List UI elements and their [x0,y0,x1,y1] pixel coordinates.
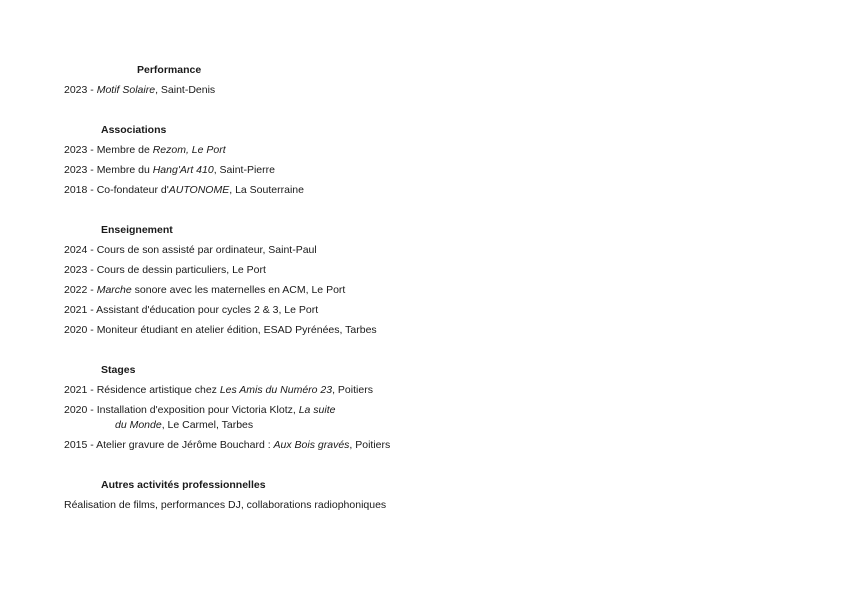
item-prefix: 2021 - Résidence artistique chez [64,384,220,396]
item-prefix: 2018 - Co-fondateur d' [64,184,169,196]
stages-item [64,383,373,398]
item-title: AUTONOME [168,184,230,196]
performance-item [64,83,215,98]
item-suffix: sonore avec les maternelles en ACM, Le Port [131,284,346,296]
item-suffix: , La Souterraine [229,184,304,196]
item-suffix: , Saint-Denis [155,84,216,96]
section-heading-autres: Autres activités professionnelles [101,479,266,491]
section-heading-performance: Performance [137,64,202,76]
item-prefix: 2020 - Installation d'exposition pour Victoria Klotz, [64,404,299,416]
item-prefix: 2023 - Membre du [64,164,153,176]
item-title: Hang'Art 410 [152,164,214,176]
enseignement-item: 2020 - Moniteur étudiant en atelier édition, ESAD Pyrénées, Tarbes [64,324,377,336]
item-title: La suite [298,404,336,416]
item-suffix: , Poitiers [332,384,373,396]
item-suffix: , Poitiers [349,439,391,451]
item-prefix: 2023 - [64,84,97,96]
section-heading-associations: Associations [101,124,167,136]
autres-text: Réalisation de films, performances DJ, collaborations radiophoniques [64,499,387,511]
associations-item [64,163,275,178]
enseignement-item [64,283,345,298]
item-continuation [64,418,335,433]
enseignement-item: 2023 - Cours de dessin particuliers, Le Port [64,264,266,276]
stages-item [64,438,390,453]
item-suffix: , Saint-Pierre [213,164,275,176]
enseignement-item: 2021 - Assistant d'éducation pour cycles 2 & 3, Le Port [64,304,319,316]
item-prefix: 2023 - Membre de [64,144,153,156]
item-prefix: 2022 - [64,284,97,296]
item-title-continued: du Monde [115,419,162,431]
associations-item [64,183,304,198]
section-heading-enseignement: Enseignement [101,224,173,236]
section-heading-stages: Stages [101,364,136,376]
item-title: Motif Solaire [96,84,156,96]
item-title: Les Amis du Numéro 23 [219,384,333,396]
stages-item [64,403,335,433]
item-title: Aux Bois gravés [273,439,350,451]
item-suffix: , Le Carmel, Tarbes [161,419,254,431]
item-prefix: 2015 - Atelier gravure de Jérôme Bouchard : [64,439,274,451]
item-title: Rezom, Le Port [152,144,226,156]
item-title: Marche [96,284,132,296]
enseignement-item: 2024 - Cours de son assisté par ordinateur, Saint-Paul [64,244,317,256]
associations-item [64,143,226,158]
